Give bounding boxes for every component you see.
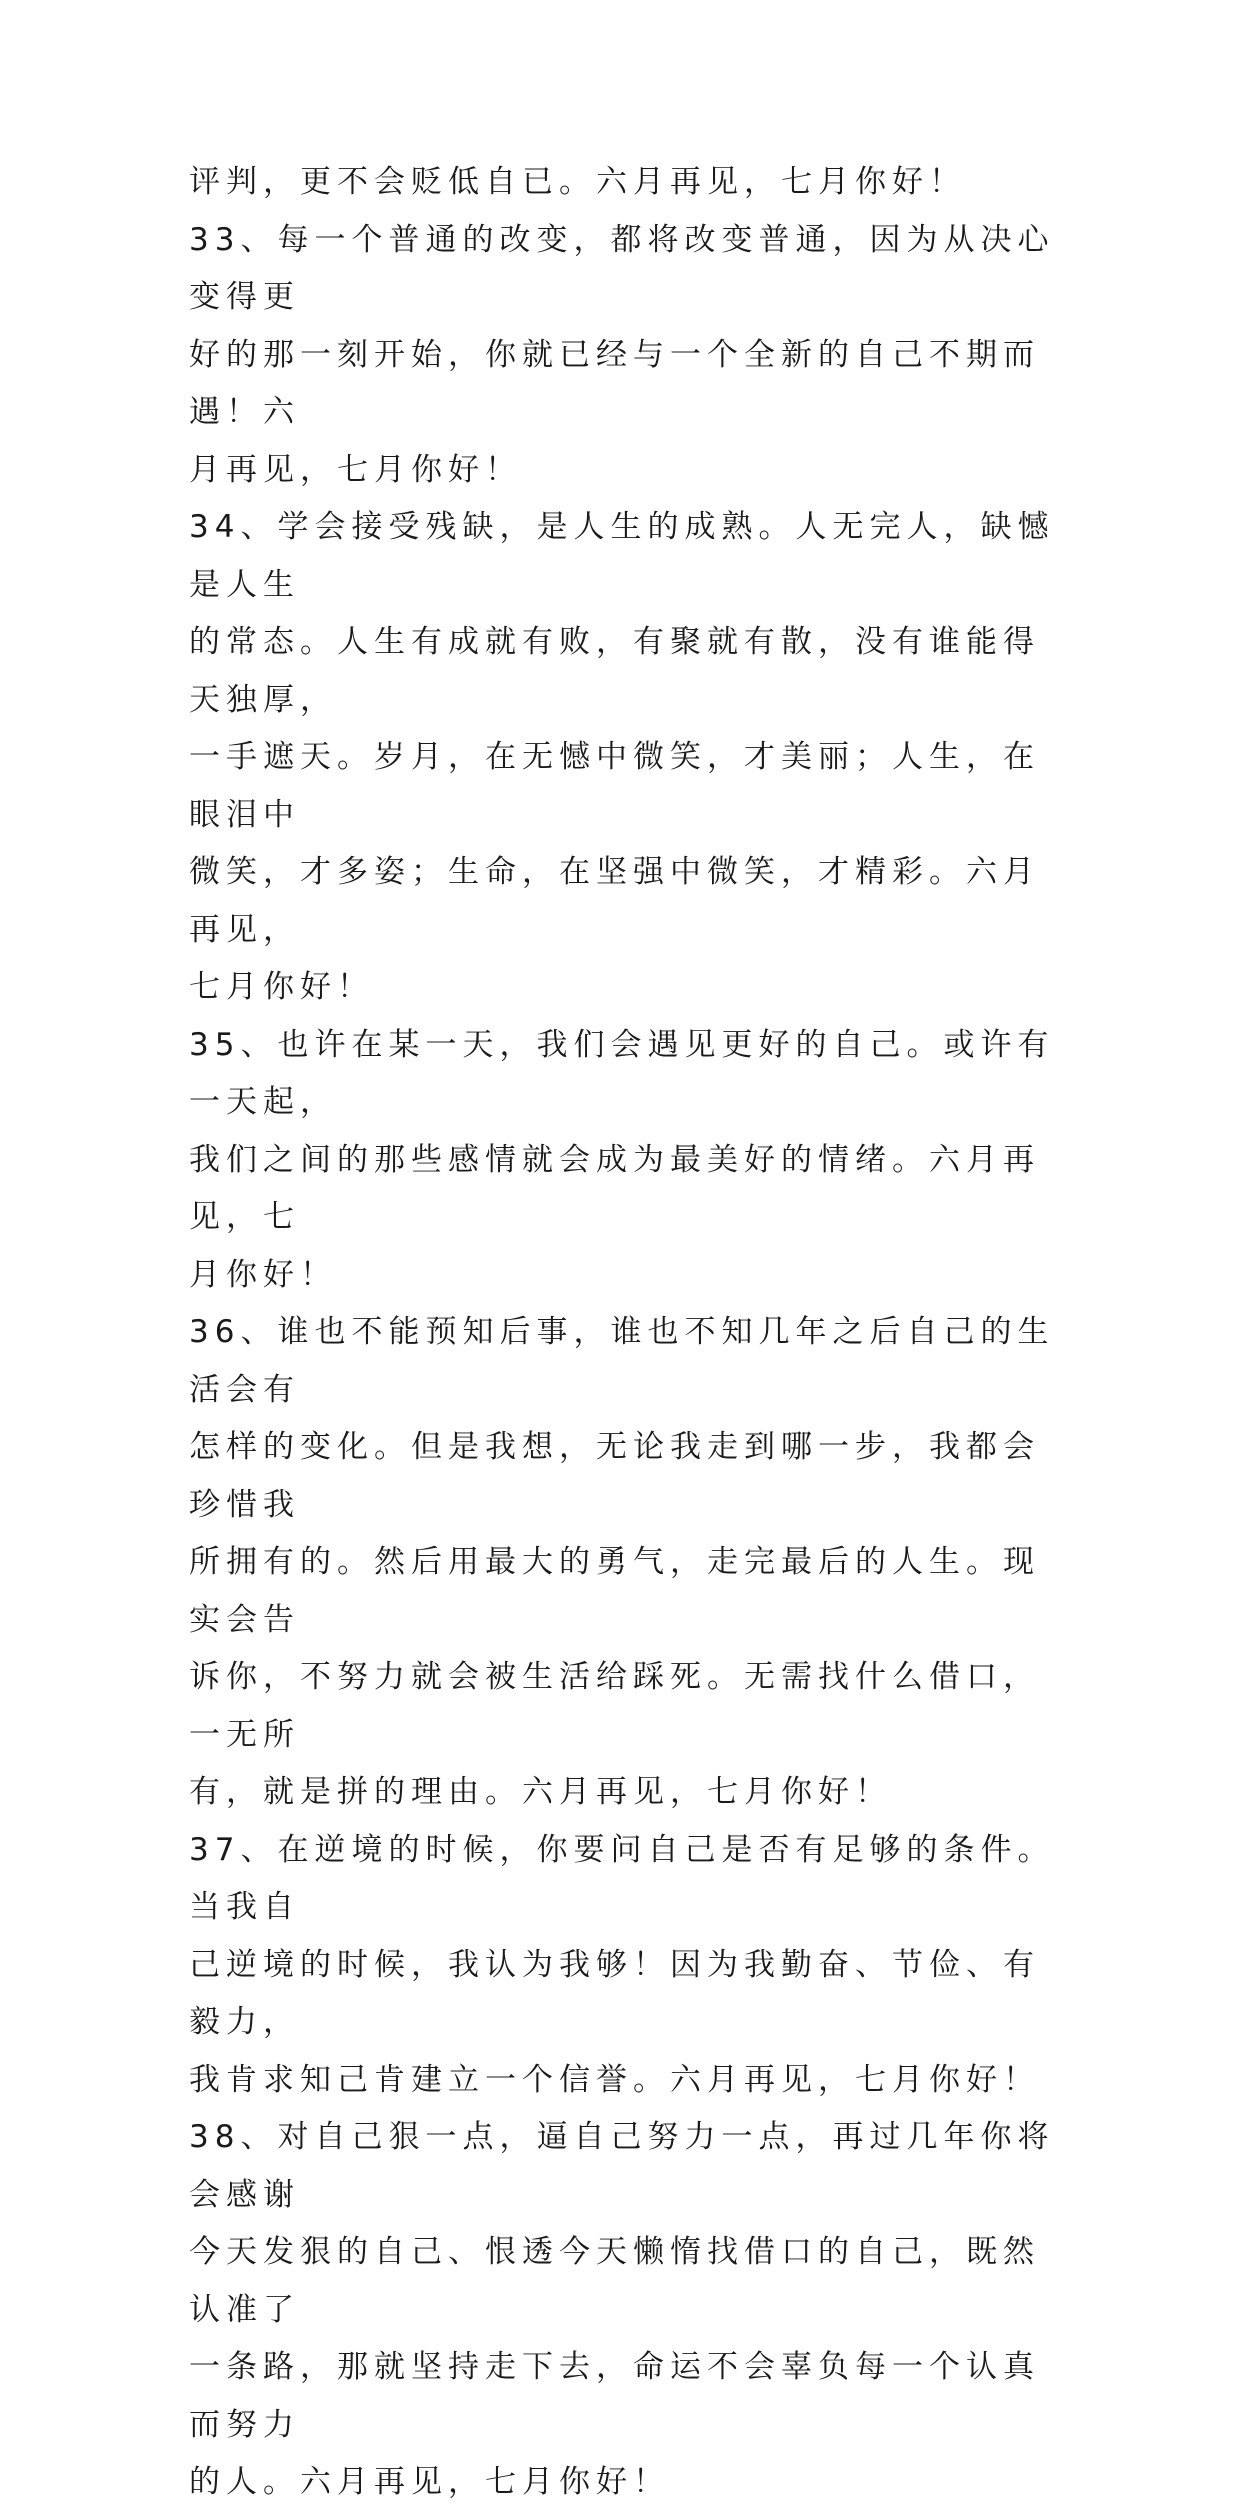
paragraph-37: 37、在逆境的时候，你要问自己是否有足够的条件。当我自 己逆境的时候，我认为我够！因为我勤奋、节俭、有毅力， 我肯求知己肯建立一个信誉。六月再见，七月你好！	[189, 1831, 1055, 2098]
paragraph-35: 35、也许在某一天，我们会遇见更好的自己。或许有一天起， 我们之间的那些感情就会成为最美好的情绪。六月再见，七 月你好！	[189, 1026, 1055, 1293]
paragraph-continuation: 评判，更不会贬低自已。六月再见，七月你好！	[189, 164, 966, 200]
paragraph-34: 34、学会接受残缺，是人生的成熟。人无完人，缺憾是人生 的常态。人生有成就有败，有聚就有散，没有谁能得天独厚， 一手遮天。岁月，在无憾中微笑，才美丽；人生，在眼泪中 微笑，才多姿；生命，在坚强中微笑，才精彩。六月再见， 七月你好！	[189, 509, 1055, 1005]
document-body	[189, 154, 1069, 2512]
paragraph-33: 33、每一个普通的改变，都将改变普通，因为从决心变得更 好的那一刻开始，你就已经与一个全新的自己不期而遇！六 月再见，七月你好！	[189, 221, 1055, 488]
paragraph-36: 36、谁也不能预知后事，谁也不知几年之后自己的生活会有 怎样的变化。但是我想，无论我走到哪一步，我都会珍惜我 所拥有的。然后用最大的勇气，走完最后的人生。现实会告 诉你，不努力就会被生活给踩死。无需找什么借口，一无所 有，就是拼的理由。六月再见，七月你好！	[189, 1314, 1055, 1810]
paragraph-38: 38、对自己狠一点，逼自己努力一点，再过几年你将会感谢 今天发狠的自己、恨透今天懒惰找借口的自己，既然认准了 一条路，那就坚持走下去，命运不会辜负每一个认真而努力 的人。六月再见，七月你好！	[189, 2119, 1055, 2500]
